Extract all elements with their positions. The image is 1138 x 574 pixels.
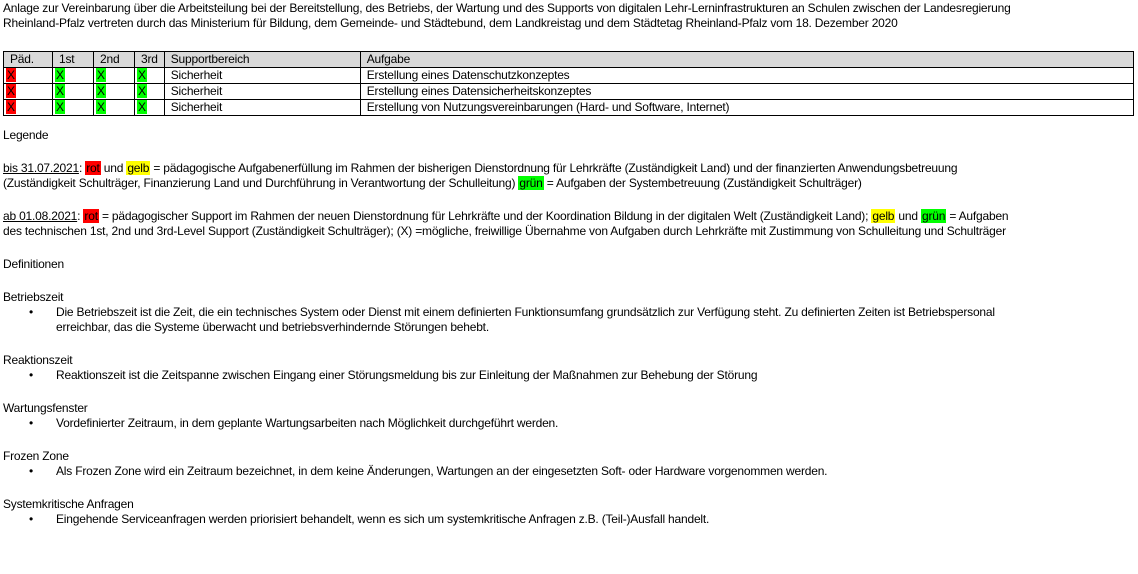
third-level-mark: X <box>138 68 146 82</box>
legend-date-from: ab 01.08.2021 <box>3 209 78 223</box>
support-table <box>3 51 1134 116</box>
legend-gelb-badge: gelb <box>872 209 895 223</box>
header-aufgabe: Aufgabe <box>360 52 1133 68</box>
second-level-mark: X <box>97 68 105 82</box>
table-row <box>4 100 1134 116</box>
list-item: • Vordefinierter Zeitraum, in dem geplante Wartungsarbeiten nach Möglichkeit durchgeführt werden. <box>3 416 1135 431</box>
legend-until-2021: bis 31.07.2021: rot und gelb = pädagogische Aufgabenerfüllung im Rahmen der bisherigen Dienstordnung für Lehrkräfte (Zuständigkeit Land) und der finanzierten Anwendungsbetreuung (Zuständigkeit Schulträger, Finanzierung Land und Durchführung in Verantwortung der Schulleitung) grün = Aufgaben der Systembetreuung (Zuständigkeit Schulträger) <box>3 161 958 190</box>
second-level-mark: X <box>97 84 105 98</box>
definition-term: Reaktionszeit <box>3 353 73 367</box>
list-item: • Eingehende Serviceanfragen werden priorisiert behandelt, wenn es sich um systemkritische Anfragen z.B. (Teil-)Ausfall handelt. <box>3 512 1135 527</box>
supportbereich-cell: Sicherheit <box>164 84 360 100</box>
table-header-row <box>4 52 1134 68</box>
definition-term: Betriebszeit <box>3 290 64 304</box>
header-paed: Päd. <box>4 52 53 68</box>
definition-systemkritische-anfragen <box>3 497 1135 527</box>
definition-frozen-zone <box>3 449 1135 479</box>
definitions-title: Definitionen <box>3 257 64 271</box>
supportbereich-cell: Sicherheit <box>164 68 360 84</box>
legend-gelb-badge: gelb <box>127 161 150 175</box>
list-item: • Die Betriebszeit ist die Zeit, die ein technisches System oder Dienst mit einem definierten Funktionsumfang grundsätzlich zur Verfügung steht. Zu definierten Zeiten ist Betriebspersonal erreichbar, das die Systeme überwacht und betriebsverhindernde Störungen behebt. <box>3 305 1135 335</box>
legend-from-2021: ab 01.08.2021: rot = pädagogischer Support im Rahmen der neuen Dienstordnung für Lehrkräfte und der Koordination Bildung in der digitalen Welt (Zuständigkeit Land); gelb und grün = Aufgaben des technischen 1st, 2nd und 3rd-Level Support (Zuständigkeit Schulträger); (X) =mögliche, freiwillige Übernahme von Aufgaben durch Lehrkräfte mit Zustimmung von Schulleitung und Schulträger <box>3 209 1009 238</box>
aufgabe-cell: Erstellung eines Datensicherheitskonzeptes <box>360 84 1133 100</box>
first-level-mark: X <box>56 100 64 114</box>
first-level-mark: X <box>56 84 64 98</box>
paed-mark: X <box>7 68 15 82</box>
header-3rd: 3rd <box>135 52 165 68</box>
legend-gruen-badge: grün <box>519 176 543 190</box>
legend-rot-badge: rot <box>86 161 100 175</box>
second-level-mark: X <box>97 100 105 114</box>
definition-term: Wartungsfenster <box>3 401 88 415</box>
paed-mark: X <box>7 84 15 98</box>
table-row <box>4 68 1134 84</box>
header-1st: 1st <box>53 52 94 68</box>
list-item: • Als Frozen Zone wird ein Zeitraum bezeichnet, in dem keine Änderungen, Wartungen an der eingesetzten Soft- oder Hardware vorgenommen werden. <box>3 464 1135 479</box>
definition-term: Systemkritische Anfragen <box>3 497 134 511</box>
definition-betriebszeit <box>3 290 1135 335</box>
intro-line-1: Anlage zur Vereinbarung über die Arbeitsteilung bei der Bereitstellung, des Betriebs, der Wartung und des Supports von digitalen Lehr-Lerninfrastrukturen an Schulen zwischen der Landesregierung <box>3 1 1011 15</box>
legend-rot-badge: rot <box>84 209 98 223</box>
supportbereich-cell: Sicherheit <box>164 100 360 116</box>
legend-gruen-badge: grün <box>921 209 946 223</box>
definition-term: Frozen Zone <box>3 449 69 463</box>
definition-reaktionszeit <box>3 353 1135 383</box>
paed-mark: X <box>7 100 15 114</box>
intro-line-2: Rheinland-Pfalz vertreten durch das Ministerium für Bildung, dem Gemeinde- und Städtebund, dem Landkreistag und dem Städtetag Rheinland-Pfalz vom 18. Dezember 2020 <box>3 16 898 30</box>
third-level-mark: X <box>138 100 146 114</box>
header-supportbereich: Supportbereich <box>164 52 360 68</box>
legend-title: Legende <box>3 128 49 142</box>
header-2nd: 2nd <box>94 52 135 68</box>
legend-date-until: bis 31.07.2021 <box>3 161 79 175</box>
aufgabe-cell: Erstellung eines Datenschutzkonzeptes <box>360 68 1133 84</box>
third-level-mark: X <box>138 84 146 98</box>
first-level-mark: X <box>56 68 64 82</box>
table-row <box>4 84 1134 100</box>
aufgabe-cell: Erstellung von Nutzungsvereinbarungen (Hard- und Software, Internet) <box>360 100 1133 116</box>
list-item: • Reaktionszeit ist die Zeitspanne zwischen Eingang einer Störungsmeldung bis zur Einleitung der Maßnahmen zur Behebung der Störung <box>3 368 1135 383</box>
definition-wartungsfenster <box>3 401 1135 431</box>
intro-paragraph <box>3 1 1135 31</box>
